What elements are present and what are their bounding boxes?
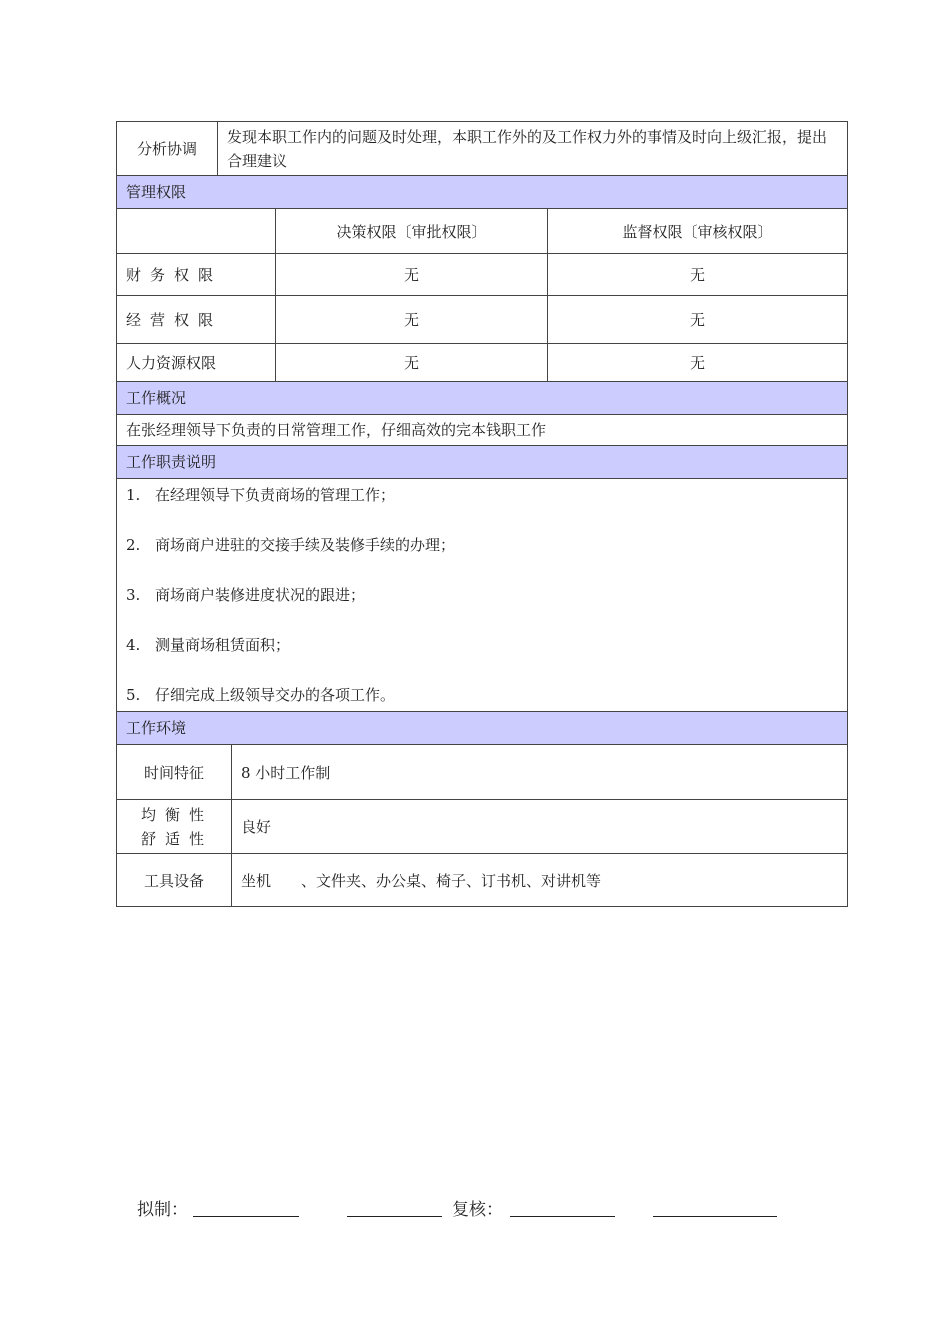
time-label: 时间特征 xyxy=(143,763,204,782)
decision-authority-header: 决策权限〔审批权限〕 xyxy=(275,209,547,253)
supervision-value: 无 xyxy=(547,344,847,381)
balance-label-line: 均衡性 xyxy=(140,805,213,824)
list-item xyxy=(126,485,847,535)
item-number: 2. xyxy=(126,536,141,554)
analysis-label: 分析协调 xyxy=(136,140,197,158)
drafted-blank[interactable] xyxy=(193,1216,299,1217)
comfort-label-line: 舒适性 xyxy=(140,829,213,848)
supervision-authority-header: 监督权限〔审核权限〕 xyxy=(547,209,847,253)
item-text: 商场商户进驻的交接手续及装修手续的办理； xyxy=(155,536,456,554)
review-blank[interactable] xyxy=(510,1216,615,1217)
authority-row-label: 财务权限 xyxy=(126,266,223,284)
time-value: 8 小时工作制 xyxy=(231,745,847,799)
job-description-table xyxy=(116,121,848,907)
authority-row-hr xyxy=(116,343,848,381)
overview-text: 在张经理领导下负责的日常管理工作，仔细高效的完本钱职工作 xyxy=(116,414,848,445)
authority-row-operations xyxy=(116,295,848,343)
authority-row-label: 人力资源权限 xyxy=(126,354,217,372)
duties-list xyxy=(117,479,847,711)
balance-label xyxy=(117,800,231,853)
item-number: 3. xyxy=(126,586,141,604)
authority-columns-row xyxy=(116,208,848,253)
item-number: 4. xyxy=(126,636,141,654)
item-number: 1. xyxy=(126,486,141,504)
item-text: 商场商户装修进度状况的跟进； xyxy=(155,586,366,604)
environment-header: 工作环境 xyxy=(116,711,848,744)
authority-row-finance xyxy=(116,253,848,295)
duties-list-cell xyxy=(116,478,848,711)
item-number: 5. xyxy=(126,686,141,704)
decision-value: 无 xyxy=(275,296,547,343)
drafted-date-blank[interactable] xyxy=(347,1216,442,1217)
decision-value: 无 xyxy=(275,254,547,295)
item-text: 测量商场租赁面积； xyxy=(155,636,291,654)
list-item xyxy=(126,635,847,685)
list-item xyxy=(126,685,847,707)
environment-row-tools xyxy=(116,853,848,907)
environment-row-time xyxy=(116,744,848,799)
drafted-label: 拟制： xyxy=(137,1200,188,1220)
analysis-text: 发现本职工作内的问题及时处理，本职工作外的及工作权力外的事情及时向上级汇报，提出合理建议 xyxy=(217,122,847,175)
decision-value: 无 xyxy=(275,344,547,381)
review-label: 复核： xyxy=(452,1200,503,1220)
supervision-value: 无 xyxy=(547,296,847,343)
tools-label: 工具设备 xyxy=(143,871,204,890)
environment-row-balance xyxy=(116,799,848,853)
review-date-blank[interactable] xyxy=(653,1216,777,1217)
analysis-row xyxy=(116,121,848,175)
list-item xyxy=(126,535,847,585)
supervision-value: 无 xyxy=(547,254,847,295)
item-text: 仔细完成上级领导交办的各项工作。 xyxy=(155,686,396,704)
list-item xyxy=(126,585,847,635)
signature-footer xyxy=(0,1195,950,1219)
authority-row-label: 经营权限 xyxy=(126,311,223,329)
overview-header: 工作概况 xyxy=(116,381,848,414)
tools-value: 坐机 、文件夹、办公桌、椅子、订书机、对讲机等 xyxy=(231,854,847,906)
balance-value: 良好 xyxy=(231,800,847,853)
authority-header: 管理权限 xyxy=(116,175,848,208)
item-text: 在经理领导下负责商场的管理工作； xyxy=(155,486,396,504)
authority-corner-cell xyxy=(117,209,275,253)
duties-header: 工作职责说明 xyxy=(116,445,848,478)
